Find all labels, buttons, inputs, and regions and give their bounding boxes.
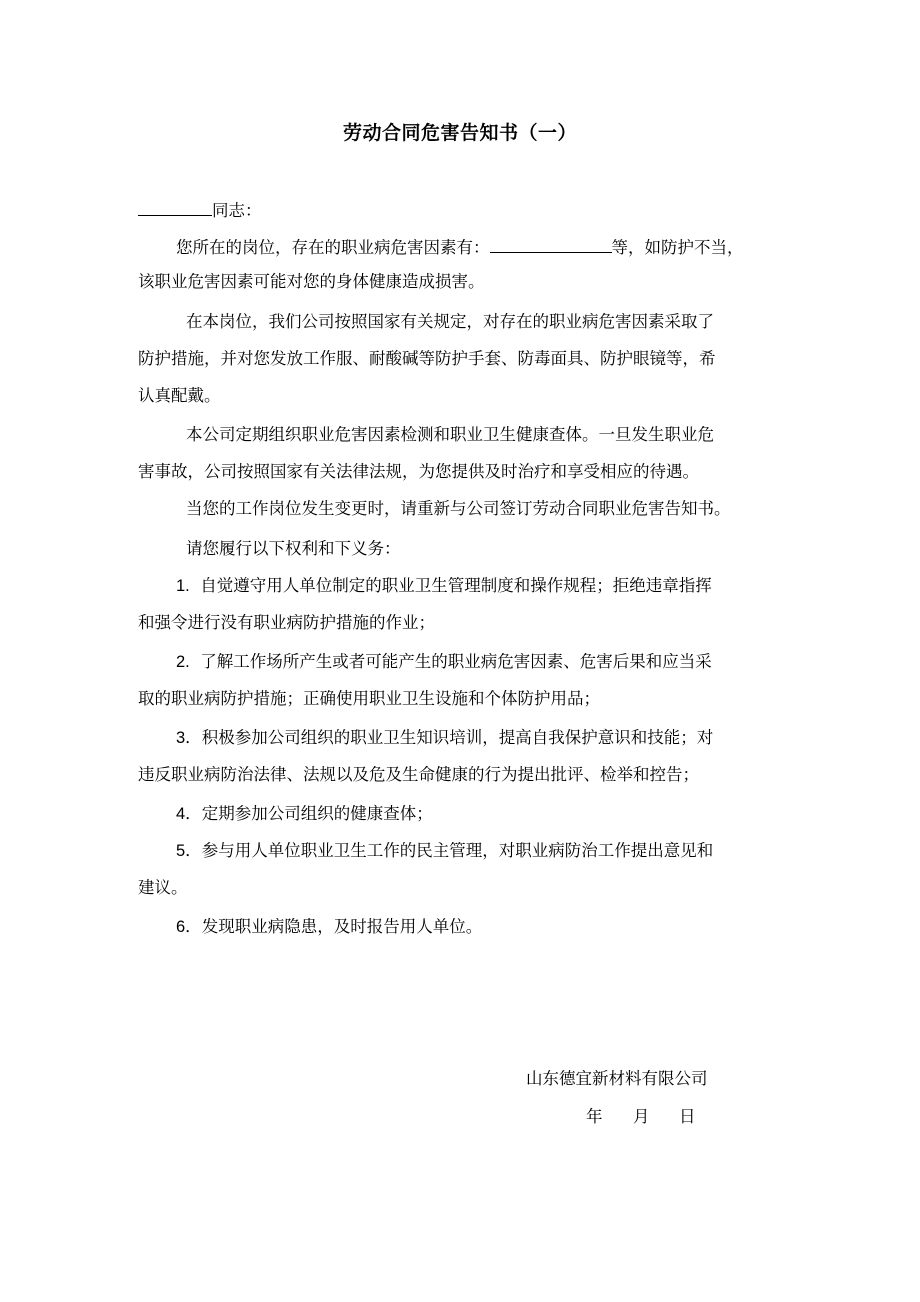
name-blank [138, 197, 212, 216]
para5: 请您履行以下权利和下义务： [186, 539, 401, 558]
para2-line3: 认真配戴。 [138, 386, 221, 405]
item-text: 发现职业病隐患，及时报告用人单位。 [201, 917, 483, 936]
para4: 当您的工作岗位发生变更时，请重新与公司签订劳动合同职业危害告知书。 [186, 499, 731, 518]
list-item-5-cont: 建议。 [138, 878, 188, 897]
item-number: 6． [176, 918, 202, 936]
date-year: 年 [586, 1107, 603, 1126]
company-name: 山东德宜新材料有限公司 [526, 1069, 708, 1088]
item-text: 了解工作场所产生或者可能产生的职业病危害因素、危害后果和应当采 [200, 652, 712, 671]
list-item-3 [176, 727, 826, 749]
para1-line2: 该职业危害因素可能对您的身体健康造成损害。 [138, 272, 485, 291]
para2-line1: 在本岗位，我们公司按照国家有关规定，对存在的职业病危害因素采取了 [186, 312, 714, 331]
item-number: 3． [176, 729, 202, 747]
hazard-blank [490, 234, 612, 253]
para1-start: 您所在的岗位，存在的职业病危害因素有： [176, 238, 490, 257]
item-number: 5． [176, 842, 202, 860]
para2-line2: 防护措施，并对您发放工作服、耐酸碱等防护手套、防毒面具、防护眼镜等，希 [138, 349, 716, 368]
item-text: 自觉遵守用人单位制定的职业卫生管理制度和操作规程；拒绝违章指挥 [200, 576, 712, 595]
date-day: 日 [679, 1107, 696, 1126]
list-item-3-cont: 违反职业病防治法律、法规以及危及生命健康的行为提出批评、检举和控告； [138, 765, 699, 784]
item-text: 参与用人单位职业卫生工作的民主管理，对职业病防治工作提出意见和 [201, 841, 714, 860]
list-item-1 [176, 575, 826, 597]
document-title: 劳动合同危害告知书（一） [342, 122, 577, 144]
salutation-line [138, 197, 788, 222]
list-item-5 [176, 840, 826, 862]
para1-end: 等，如防护不当， [611, 238, 744, 257]
date-month: 月 [633, 1107, 650, 1126]
item-text: 定期参加公司组织的健康查体； [201, 804, 433, 823]
para3-line1: 本公司定期组织职业危害因素检测和职业卫生健康查体。一旦发生职业危 [186, 425, 714, 444]
item-number: 4． [176, 805, 202, 823]
salutation-text: 同志： [212, 201, 262, 220]
item-text: 积极参加公司组织的职业卫生知识培训，提高自我保护意识和技能；对 [201, 728, 714, 747]
para3-line2: 害事故，公司按照国家有关法律法规，为您提供及时治疗和享受相应的待遇。 [138, 462, 699, 481]
para1-line1 [176, 234, 826, 259]
list-item-4 [176, 803, 826, 825]
list-item-2 [176, 651, 826, 673]
item-number: 2. [176, 653, 190, 671]
list-item-1-cont: 和强令进行没有职业病防护措施的作业； [138, 613, 435, 632]
item-number: 1. [176, 577, 190, 595]
list-item-6 [176, 916, 826, 938]
list-item-2-cont: 取的职业病防护措施；正确使用职业卫生设施和个体防护用品； [138, 689, 600, 708]
